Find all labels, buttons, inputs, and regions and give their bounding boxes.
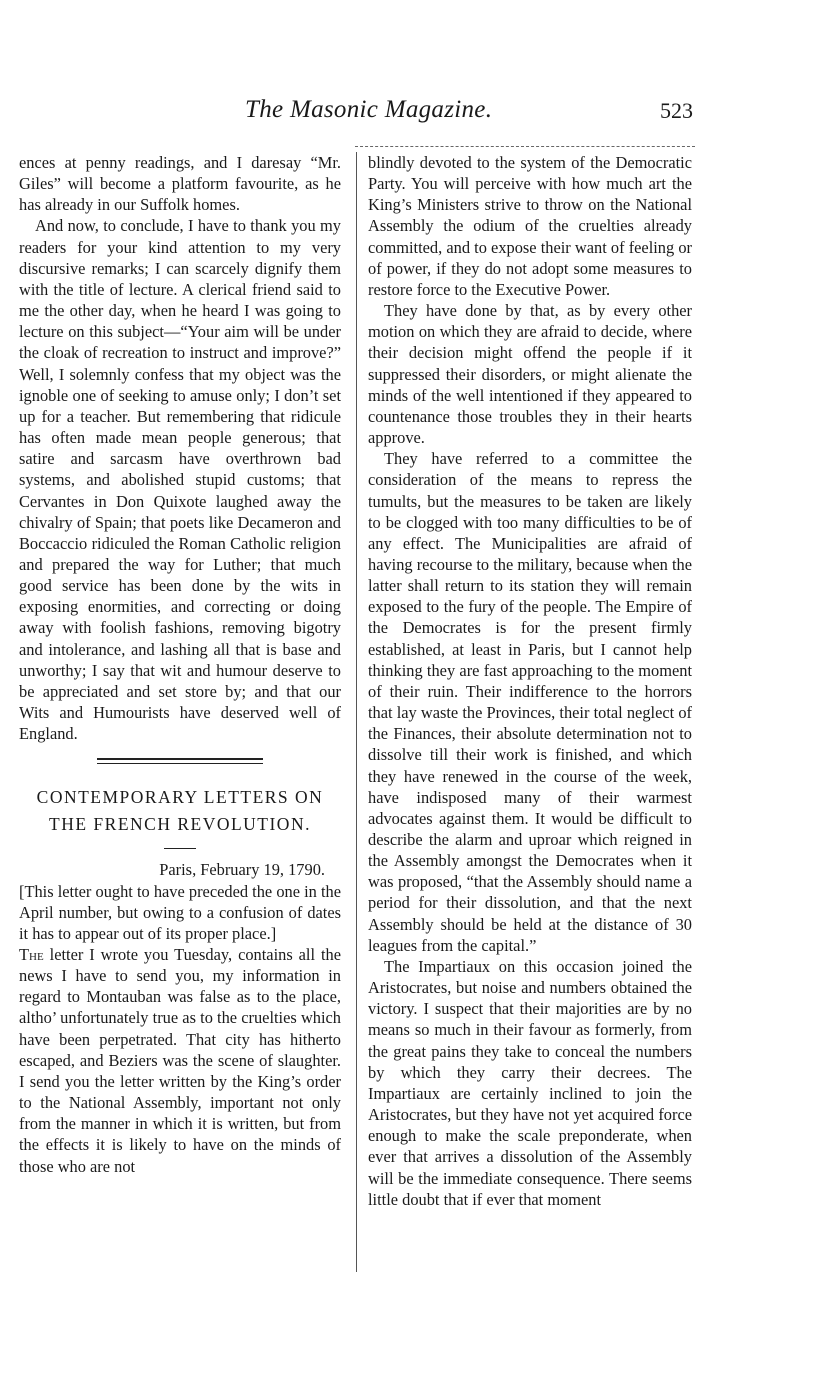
right-paragraph-1: blindly devoted to the system of the Democratic Party. You will perceive with how much art the King’s Ministers strive to throw on the National Assembly the odium of the cruelties already committed, and to expose their want of feeling or of power, if they do not adopt some measures to restore force to the Executive Power. bbox=[368, 153, 692, 299]
left-paragraph-conclusion: And now, to conclude, I have to thank you my readers for your kind attention to my very discursive remarks; I can scarcely dignify them with the title of lecture. A clerical friend said to me the other day, when he heard I was going to lecture on this subject—“Your aim will be under the cloak of recreation to instruct and improve?” Well, I solemnly confess that my object was the ignoble one of seeking to amuse only; I don’t set up for a teacher. But remembering that ridicule has often made mean people generous; that satire and sarcasm have overthrown bad systems, and abolished stupid customs; that Cervantes in Don Quixote laughed away the chivalry of Spain; that poets like Decameron and Boccaccio ridiculed the Roman Catholic religion and prepared the way for Luther; that much good service has been done by the wits in exposing enormities, and correcting or doing away with foolish fashions, removing bigotry and intolerance, and lashing all that is base and unworthy; I say that wit and humour deserve to be appreciated and set store by; and that our Wits and Humourists have deserved well of England. bbox=[19, 216, 341, 744]
running-title: The Masonic Magazine. bbox=[245, 96, 493, 123]
left-paragraph-continuation: ences at penny readings, and I daresay “Mr. Giles” will become a platform favourite, as he has already in our Suffolk homes. bbox=[19, 153, 341, 215]
section-title-line-1: CONTEMPORARY LETTERS ON bbox=[36, 787, 324, 808]
letter-body-text: letter I wrote you Tuesday, contains all the news I have to send you, my information in regard to Montauban was false as to the place, altho’ unfortunately true as to the cruelties which have been perpetrated. That city has hitherto escaped, and Beziers was the scene of slaughter. I send you the letter written by the King’s order to the National Assembly, important not only from the manner in which it is written, but from the effects it is likely to have on the minds of those who are not bbox=[19, 945, 341, 1176]
section-title bbox=[19, 784, 341, 838]
page-number: 523 bbox=[660, 98, 693, 123]
left-column bbox=[19, 152, 341, 1177]
letter-dateline: Paris, February 19, 1790. bbox=[159, 860, 325, 880]
letter-body bbox=[19, 944, 341, 1177]
right-paragraph-3: They have referred to a committee the consideration of the means to repress the tumults, but the measures to be taken are likely to be clogged with too many difficulties to be of any effect. The Municipalities are afraid of having recourse to the military, because when the latter shall return to its station they will remain exposed to the fury of the people. The Empire of the Democrates is for the present firmly established, at least in Paris, but I cannot help thinking they are fast approaching to the moment of their ruin. Their indifference to the horrors that lay waste the Provinces, their total neglect of the Finances, their absolute determination not to dissolve till their work is finished, and which they have renewed in the course of the week, have indisposed many of their warmest advocates against them. It would be difficult to describe the alarm and uproar which reigned in the Assembly amongst the Democrates when it was proposed, “that the Assembly should name a period for their dissolution, and that the next Assembly should be held at the distance of 30 leagues from the capital.” bbox=[368, 449, 692, 955]
editor-note: [This letter ought to have preceded the one in the April number, but owing to a confusion of dates it has to appear out of its proper place.] bbox=[19, 881, 341, 943]
letter-opening-word: The bbox=[19, 945, 44, 964]
section-title-line-2: THE FRENCH REVOLUTION. bbox=[49, 814, 311, 835]
section-short-rule bbox=[164, 848, 196, 849]
top-dashed-rule bbox=[355, 146, 695, 147]
page-header bbox=[20, 96, 693, 136]
column-divider bbox=[356, 152, 357, 1272]
right-paragraph-2: They have done by that, as by every other motion on which they are afraid to decide, where their decision might offend the people if it suppressed their disorders, or might alienate the minds of the well intentioned if they appeared to countenance those troubles they in their hearts approve. bbox=[368, 301, 692, 448]
right-column bbox=[368, 152, 692, 1210]
section-divider-double-rule bbox=[97, 758, 263, 764]
right-paragraph-4: The Impartiaux on this occasion joined the Aristocrates, but noise and numbers obtained the victory. I suspect that their majorities are by no means so much in their favour as formerly, from the great pains they take to conceal the numbers by which they carry their decrees. The Impartiaux are certainly inclined to join the Aristocrates, but they have not yet acquired force enough to make the scale preponderate, when ever that arrives a dissolution of the Assembly will be the immediate consequence. There seems little doubt that if ever that moment bbox=[368, 956, 692, 1209]
